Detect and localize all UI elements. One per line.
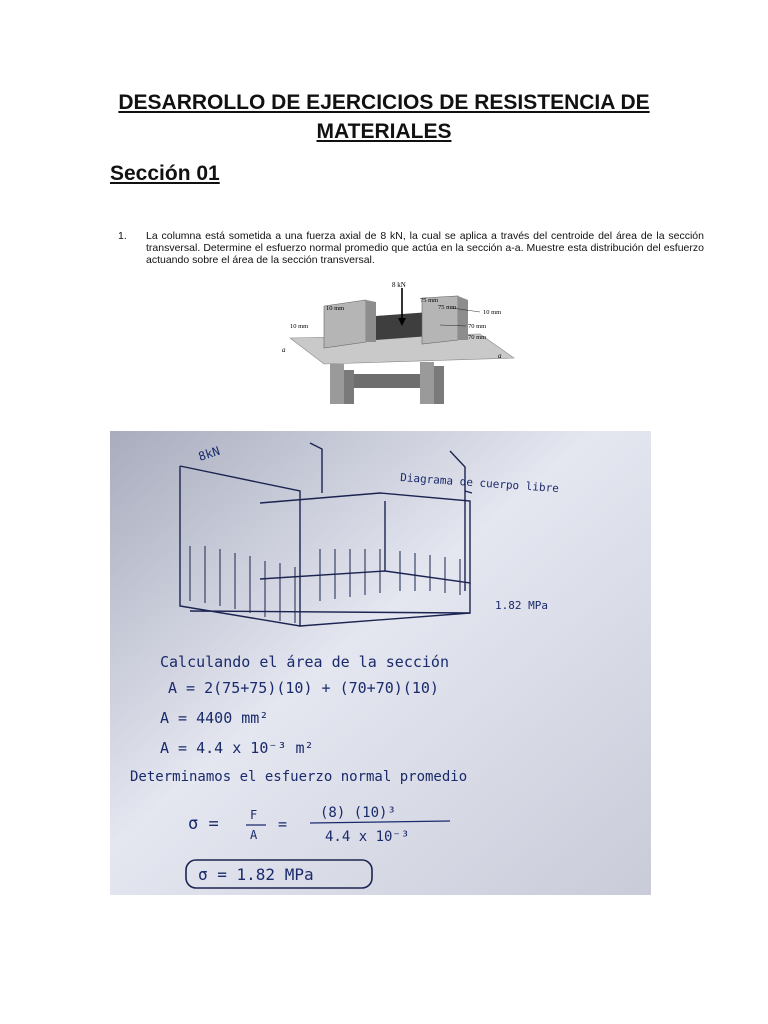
title-line-2: MATERIALES: [316, 120, 452, 143]
section-heading: Sección 01: [110, 162, 220, 185]
stress-value-label: 1.82 MPa: [495, 599, 548, 612]
formula-sigma: σ =: [188, 814, 219, 834]
document-title: [100, 88, 668, 146]
lower-flange-right: [420, 362, 434, 404]
dim-10-left: 10 mm: [290, 323, 309, 330]
dim-75-a: 75 mm: [420, 297, 439, 304]
area-result-m: A = 4.4 x 10⁻³ m²: [160, 739, 314, 757]
title-line-1: DESARROLLO DE EJERCICIOS DE RESISTENCIA DE: [118, 91, 650, 114]
area-result-mm: A = 4400 mm²: [160, 709, 269, 727]
handwritten-solution-photo: [110, 431, 651, 895]
lower-flange-left: [330, 364, 344, 404]
section-a-right: a: [498, 352, 502, 360]
lower-flange-right-side: [434, 366, 444, 404]
dim-10-right: 10 mm: [483, 309, 502, 316]
formula-force: F: [250, 808, 258, 822]
area-formula: A = 2(75+75)(10) + (70+70)(10): [168, 679, 439, 697]
upper-flange-left-edge: [366, 300, 376, 342]
problem-text: La columna está sometida a una fuerza axial de 8 kN, la cual se aplica a través del centroide del área de la sección transversal. Determine el esfuerzo normal promedio que actúa en la sección a-a. Muestre esta distribución del esfuerzo actuando sobre el área de la sección transversal.: [146, 230, 704, 266]
formula-area: A: [250, 828, 258, 842]
free-body-diagram-label: Diagrama de cuerpo libre: [399, 471, 560, 496]
formula-numerator: (8) (10)³: [320, 805, 396, 821]
column-figure: [280, 278, 520, 414]
problem-statement: [118, 230, 704, 266]
sketch-force-label: 8kN: [196, 443, 222, 464]
dim-70-b: 70 mm: [468, 334, 487, 341]
dim-75-b: 75 mm: [438, 304, 457, 311]
problem-number: 1.: [118, 230, 127, 242]
lower-flange-left-side: [344, 370, 354, 404]
upper-flange-right-edge: [458, 296, 468, 340]
dim-70-a: 70 mm: [468, 323, 487, 330]
formula-denominator: 4.4 x 10⁻³: [325, 829, 410, 845]
section-a-left: a: [282, 346, 286, 354]
lower-web: [354, 374, 420, 388]
calc-heading: Calculando el área de la sección: [160, 653, 449, 671]
force-label: 8 kN: [392, 281, 406, 289]
formula-equals: =: [278, 815, 288, 833]
stress-heading: Determinamos el esfuerzo normal promedio: [130, 769, 468, 785]
final-result: σ = 1.82 MPa: [198, 865, 314, 884]
dim-10-top: 10 mm: [326, 305, 345, 312]
